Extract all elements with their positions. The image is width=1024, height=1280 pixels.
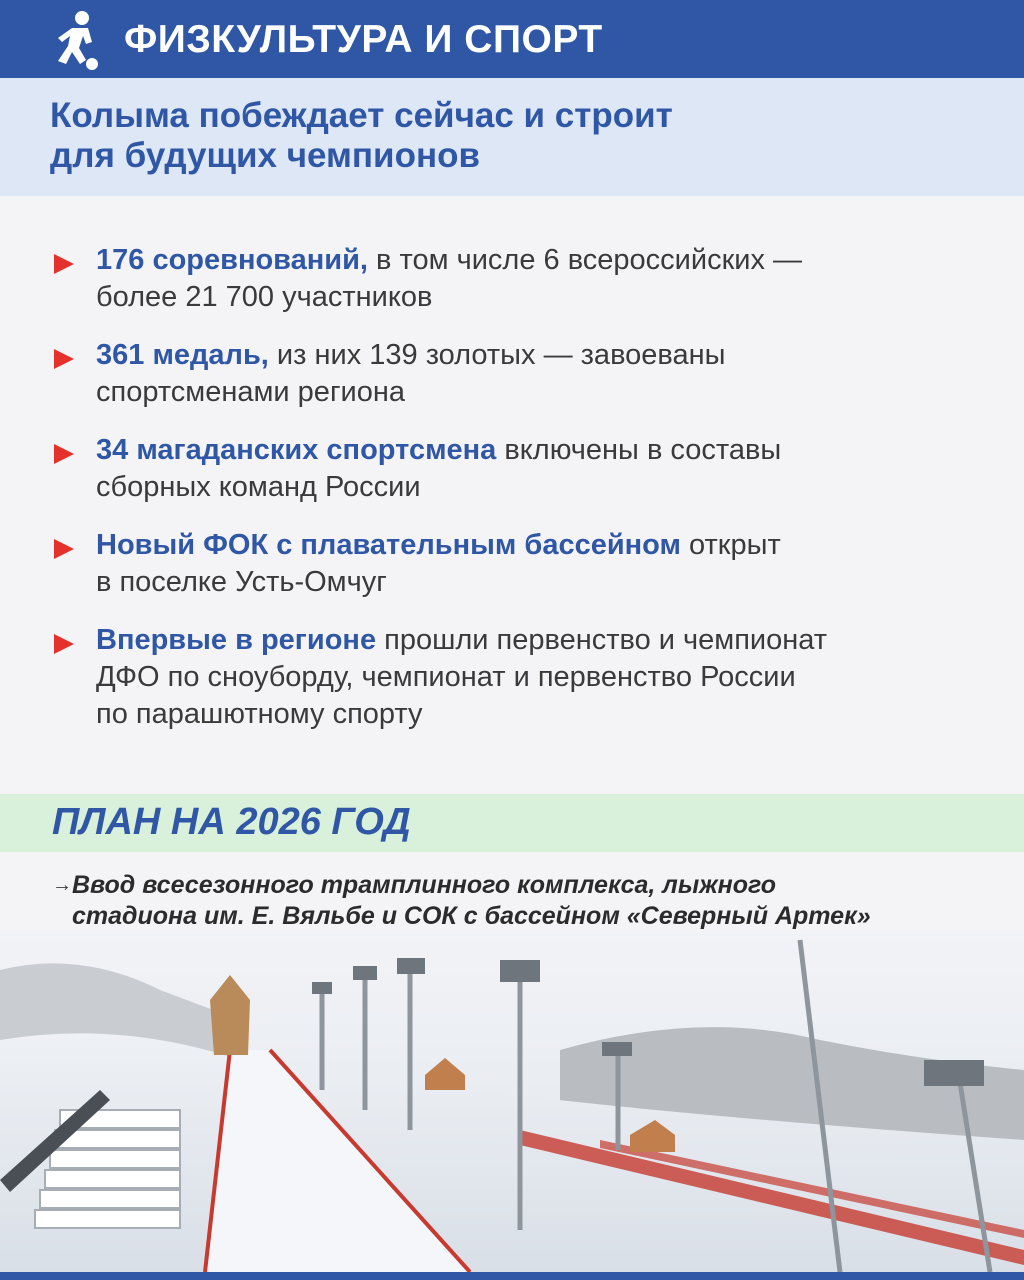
triangle-bullet-icon (54, 634, 74, 654)
item-text: сборных команд России (96, 471, 421, 503)
plan-description (72, 870, 992, 932)
item-text: более 21 700 участников (96, 281, 433, 313)
plan-title: ПЛАН НА 2026 ГОД (52, 801, 411, 843)
item-text: в том числе 6 всероссийских — (368, 244, 803, 276)
section-title: ФИЗКУЛЬТУРА И СПОРТ (124, 18, 603, 61)
ski-jump-photo (0, 930, 1024, 1272)
triangle-bullet-icon (54, 444, 74, 464)
bottom-bar (0, 1272, 1024, 1280)
item-text: открыт (680, 529, 781, 561)
soccer-player-icon (48, 8, 104, 72)
item-text: спортсменами региона (96, 376, 405, 408)
item-text: по парашютному спорту (96, 698, 423, 730)
page-subtitle (50, 96, 950, 176)
item-text: ДФО по сноуборду, чемпионат и первенство России (96, 661, 796, 693)
arrow-right-icon: → (52, 874, 72, 896)
triangle-bullet-icon (54, 254, 74, 274)
item-text: включены в составы (496, 434, 782, 466)
item-text: прошли первенство и чемпионат (376, 624, 828, 656)
item-highlight: 361 медаль, (96, 339, 269, 371)
item-highlight: Новый ФОК с плавательным бассейном (96, 529, 681, 561)
subtitle-line: Колыма побеждает сейчас и строит (50, 96, 673, 135)
item-text: в поселке Усть-Омчуг (96, 566, 387, 598)
triangle-bullet-icon (54, 539, 74, 559)
plan-line: Ввод всесезонного трамплинного комплекса, лыжного (72, 871, 776, 899)
item-text: из них 139 золотых — завоеваны (268, 339, 726, 371)
item-highlight: 176 соревнований, (96, 244, 368, 276)
item-highlight: Впервые в регионе (96, 624, 377, 656)
plan-line: стадиона им. Е. Вяльбе и СОК с бассейном «Северный Артек» (72, 902, 871, 930)
header-bar (0, 0, 1024, 78)
subtitle-line: для будущих чемпионов (50, 136, 480, 175)
item-highlight: 34 магаданских спортсмена (96, 434, 497, 466)
triangle-bullet-icon (54, 349, 74, 369)
